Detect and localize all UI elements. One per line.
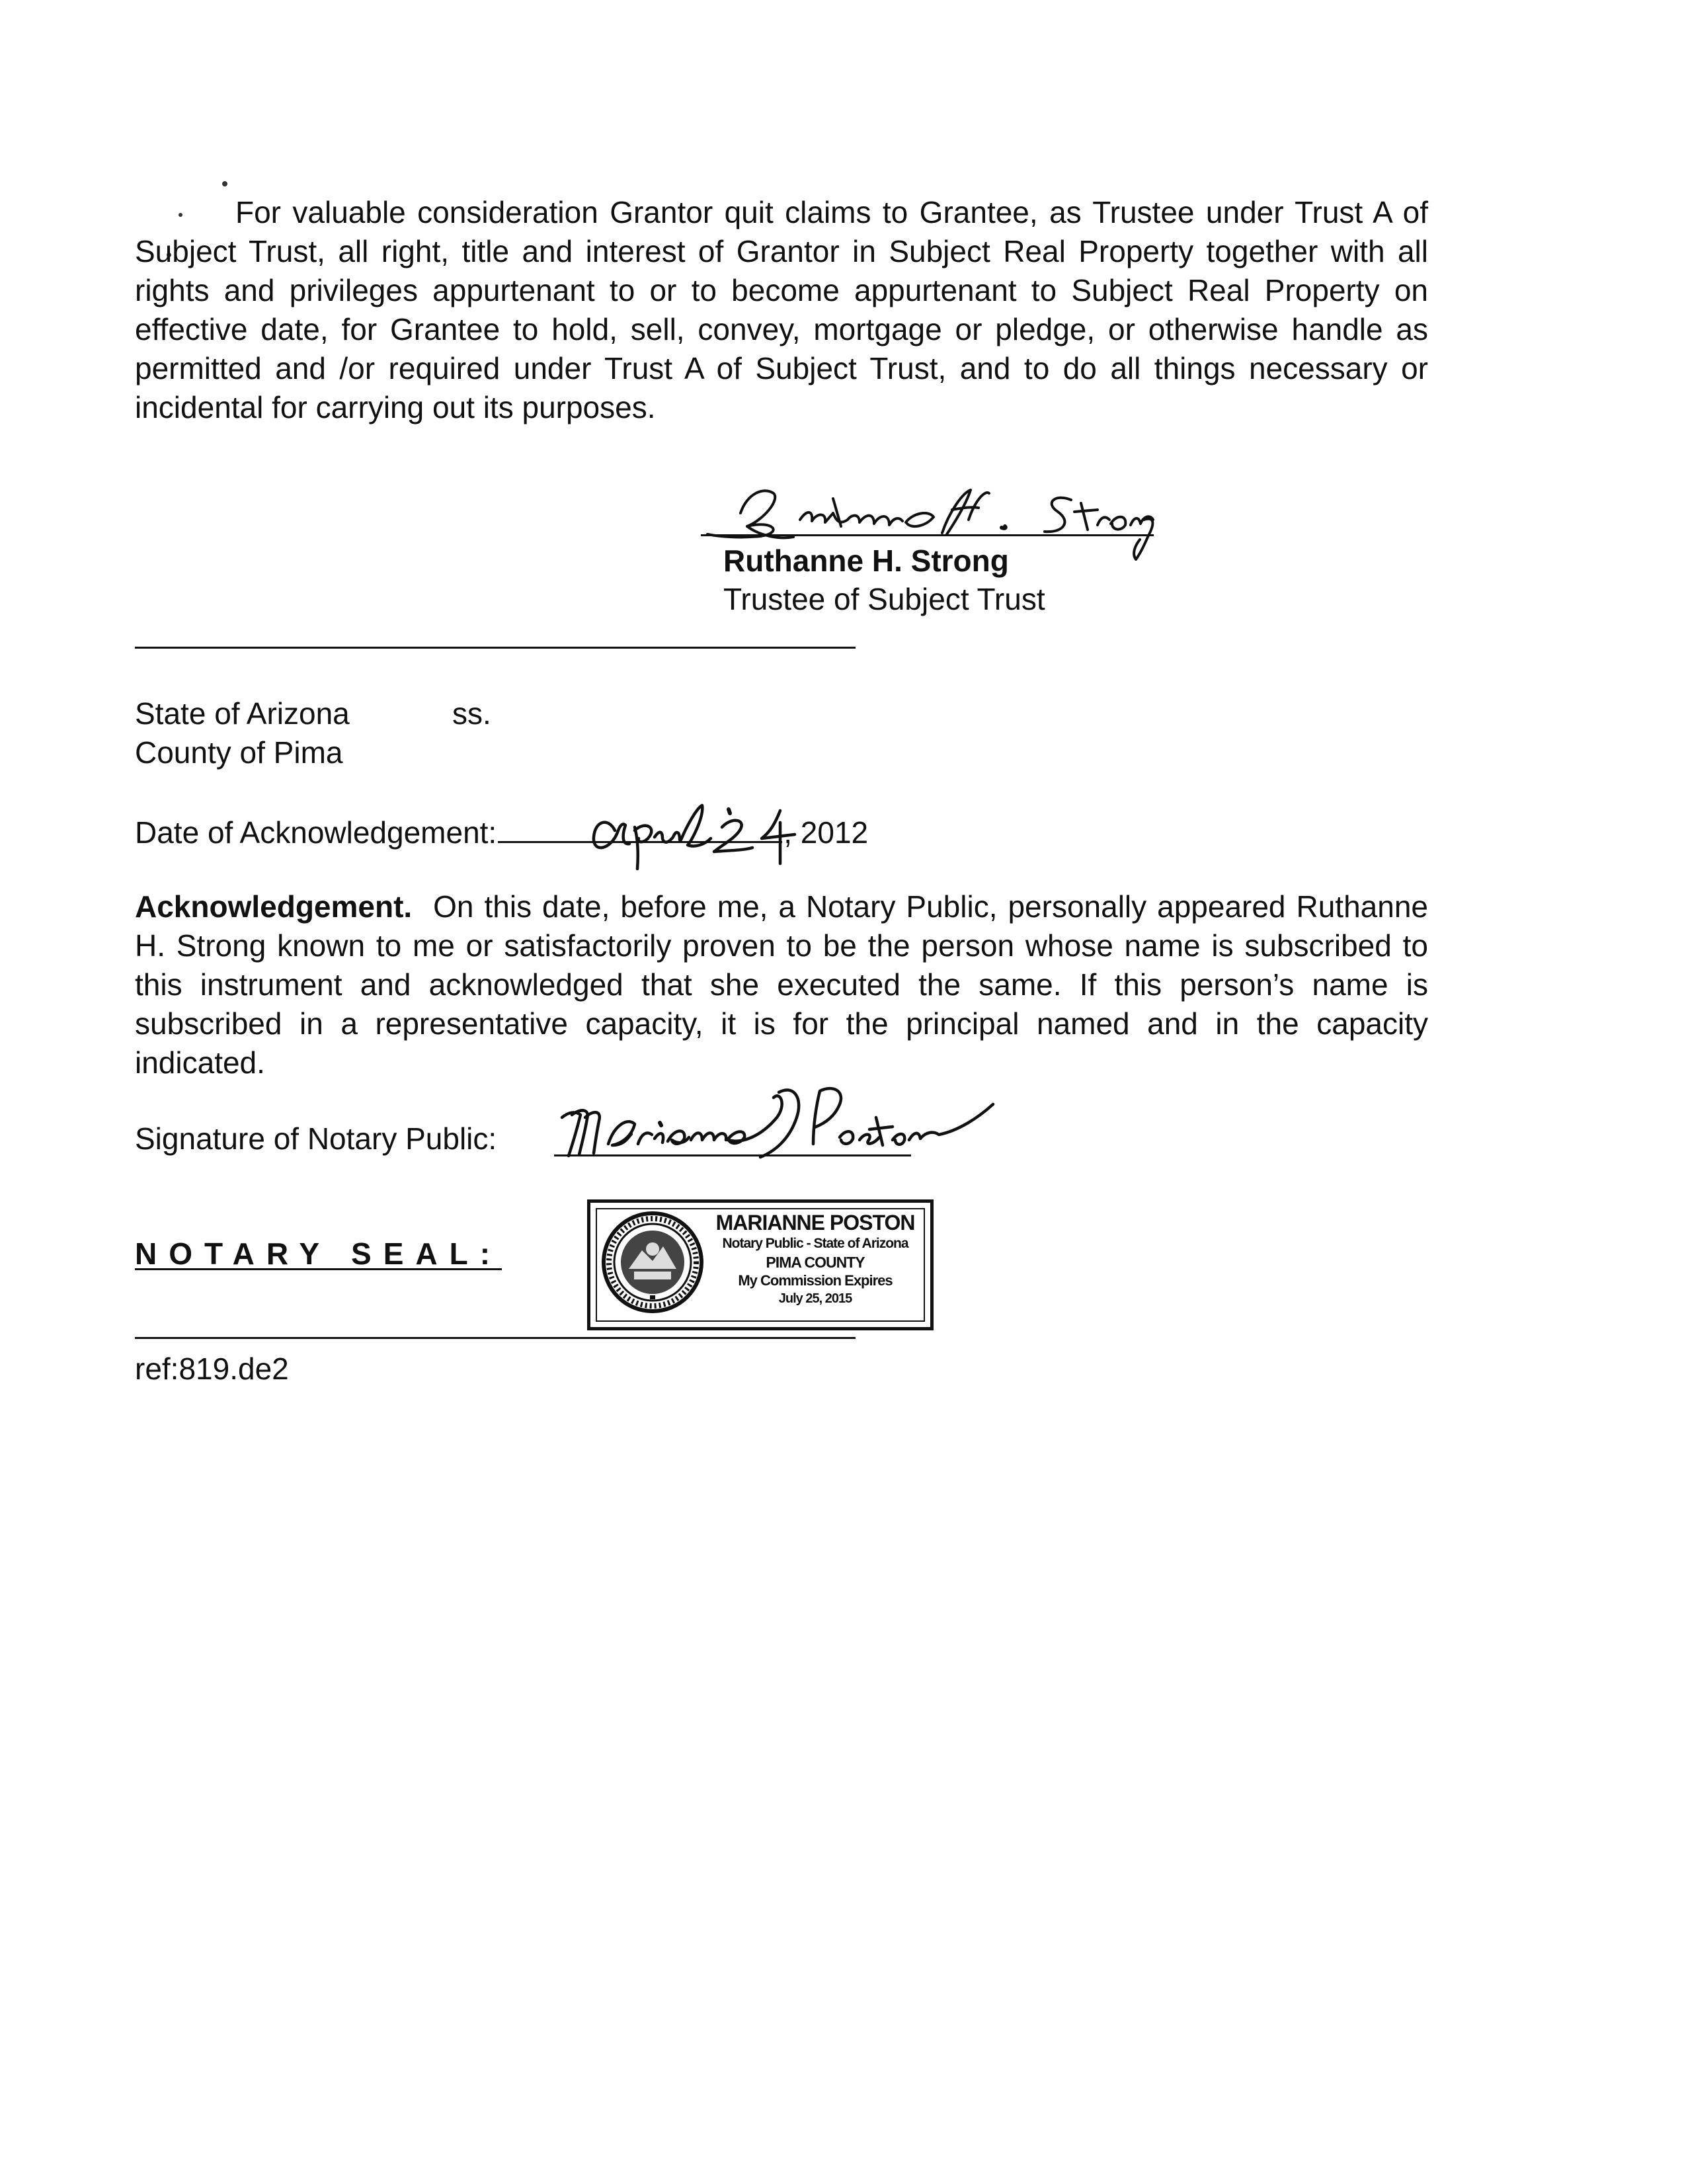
reference-code: ref:819.de2	[135, 1352, 289, 1386]
acknowledgement-year: , 2012	[783, 815, 869, 850]
acknowledgement-heading: Acknowledgement.	[135, 889, 413, 924]
notary-signature	[549, 1071, 998, 1170]
venue-ss: ss.	[452, 696, 491, 731]
seal-text-block	[709, 1211, 921, 1307]
scan-speck	[222, 181, 227, 186]
venue-county: County of Pima	[135, 735, 343, 770]
bottom-divider	[135, 1337, 856, 1339]
seal-expiration-date: July 25, 2015	[778, 1291, 852, 1306]
notary-seal-label: NOTARY SEAL:	[135, 1236, 502, 1271]
seal-county: PIMA COUNTY	[766, 1254, 865, 1271]
acknowledgement-date-label: Date of Acknowledgement:	[135, 815, 497, 850]
seal-commission-label: My Commission Expires	[738, 1272, 893, 1289]
notary-signature-label: Signature of Notary Public:	[135, 1121, 497, 1156]
trustee-signature-line	[701, 534, 1154, 536]
handwritten-date	[582, 791, 820, 877]
trustee-title: Trustee of Subject Trust	[723, 582, 1045, 616]
acknowledgement-body: On this date, before me, a Notary Public, personally appeared Ruthanne H. Strong known to me or satisfactorily proven to be the person whose name is subscribed to this instrument and acknowledged that she executed the same. If this person’s name is subscribed in a representative capacity, it is for the principal named and in the capacity indicated.	[135, 889, 1428, 1080]
acknowledgement-paragraph	[135, 887, 1428, 1082]
arizona-seal-emblem	[600, 1209, 705, 1315]
seal-notary-state: Notary Public - State of Arizona	[722, 1236, 908, 1251]
grant-paragraph: For valuable consideration Grantor quit claims to Grantee, as Trustee under Trust A of Subject Trust, all right, title and interest of Grantor in Subject Real Property together with all rights and privileges appurtenant to or to become appurtenant to Subject Real Property on effective date, for Grantee to hold, sell, convey, mortgage or pledge, or otherwise handle as permitted and /or required under Trust A of Subject Trust, and to do all things necessary or incidental for carrying out its purposes.	[135, 195, 1428, 425]
trustee-name: Ruthanne H. Strong	[723, 544, 1009, 578]
venue-block	[135, 694, 491, 772]
section-divider	[135, 647, 856, 649]
notary-seal-stamp	[587, 1199, 934, 1330]
seal-notary-name: MARIANNE POSTON	[715, 1211, 915, 1234]
venue-state: State of Arizona	[135, 696, 350, 731]
